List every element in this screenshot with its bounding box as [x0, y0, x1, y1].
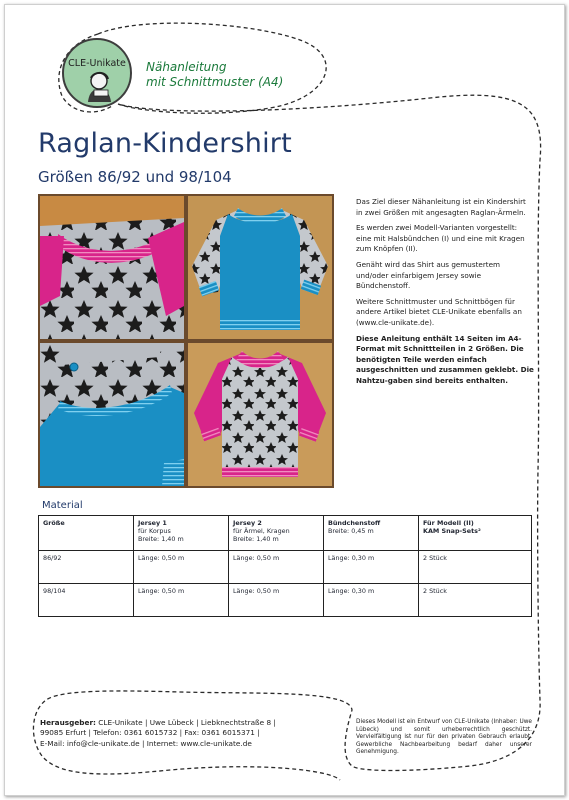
- table-cell: 2 Stück: [419, 584, 532, 617]
- intro-paragraph: Das Ziel dieser Nähanleitung ist ein Kindershirt in zwei Größen mit angesagten Raglan-Ärmeln.: [356, 197, 526, 217]
- sewing-girl-icon: [82, 68, 116, 102]
- table-cell: Länge: 0,30 m: [324, 551, 419, 584]
- material-table: [38, 515, 532, 617]
- table-header-cell: Größe: [39, 516, 134, 551]
- table-cell: Länge: 0,50 m: [229, 584, 324, 617]
- table-cell: Länge: 0,50 m: [134, 584, 229, 617]
- material-heading: Material: [42, 500, 83, 511]
- table-header-cell: Jersey 1 für Korpus Breite: 1,40 m: [134, 516, 229, 551]
- publisher-line-2: 99085 Erfurt | Telefon: 0361 6015732 | Fax: 0361 6015371 |: [40, 728, 260, 738]
- cle-unikate-logo: [62, 38, 132, 108]
- table-cell: 86/92: [39, 551, 134, 584]
- intro-text: [356, 197, 534, 392]
- table-header-cell: Jersey 2 für Ärmel, Kragen Breite: 1,40 m: [229, 516, 324, 551]
- sizes-subtitle: Größen 86/92 und 98/104: [38, 168, 232, 186]
- page-title: Raglan-Kindershirt: [38, 128, 292, 159]
- table-header-cell: Bündchenstoff Breite: 0,45 m: [324, 516, 419, 551]
- table-header-row: [39, 516, 532, 551]
- publisher-label: Herausgeber:: [40, 718, 96, 727]
- table-cell: 2 Stück: [419, 551, 532, 584]
- table-row: [39, 551, 532, 584]
- table-cell: Länge: 0,30 m: [324, 584, 419, 617]
- table-header-cell: Für Modell (II) KAM Snap-Sets²: [419, 516, 532, 551]
- product-photo-collage: [38, 194, 334, 488]
- intro-paragraph-bold: Diese Anleitung enthält 14 Seiten im A4-Format mit Schnittteilen in 2 Größen. Die benötigten Teile werden einfach ausgeschnitten und zusammen geklebt. Die Nahtzu-gaben sind bereits enthalten.: [356, 333, 534, 385]
- photo-neckband-closeup: [40, 196, 184, 339]
- subtitle-line-1: Nähanleitung: [146, 60, 227, 74]
- table-row: [39, 584, 532, 617]
- publisher-line-3: E-Mail: info@cle-unikate.de | Internet: www.cle-unikate.de: [40, 738, 252, 748]
- intro-paragraph: Es werden zwei Modell-Varianten vorgestellt: eine mit Halsbündchen (I) und eine mit Kragen zum Knöpfen (II).: [356, 223, 525, 254]
- table-cell: 98/104: [39, 584, 134, 617]
- publisher-info: [40, 718, 345, 749]
- intro-paragraph: Weitere Schnittmuster und Schnittbögen für andere Artikel bietet CLE-Unikate ebenfalls an (www.cle-unikate.de).: [356, 296, 522, 327]
- logo-text: CLE-Unikate: [68, 58, 126, 69]
- publisher-line-1: [40, 718, 345, 728]
- photo-star-shirt-pink-sleeves: [188, 343, 332, 486]
- intro-paragraph: Genäht wird das Shirt aus gemustertem und/oder einfarbigem Jersey sowie Bündchenstoff.: [356, 259, 501, 291]
- header-subtitle: [146, 60, 283, 90]
- table-cell: Länge: 0,50 m: [229, 551, 324, 584]
- copyright-notice: Dieses Modell ist ein Entwurf von CLE-Unikate (Inhaber: Uwe Lübeck) und somit urheberrechtlich geschützt. Vervielfältigung ist nur für den privaten Gebrauch erlaubt. Gewerbliche Nachbearbeitung bedarf daher unserer Genehmigung.: [356, 719, 532, 756]
- photo-blue-collar-closeup: [40, 343, 184, 486]
- photo-blue-shirt-flat: [188, 196, 332, 339]
- subtitle-line-2: mit Schnittmuster (A4): [146, 75, 284, 89]
- table-cell: Länge: 0,50 m: [134, 551, 229, 584]
- publisher-name: CLE-Unikate | Uwe Lübeck | Liebknechtstraße 8 |: [95, 718, 276, 727]
